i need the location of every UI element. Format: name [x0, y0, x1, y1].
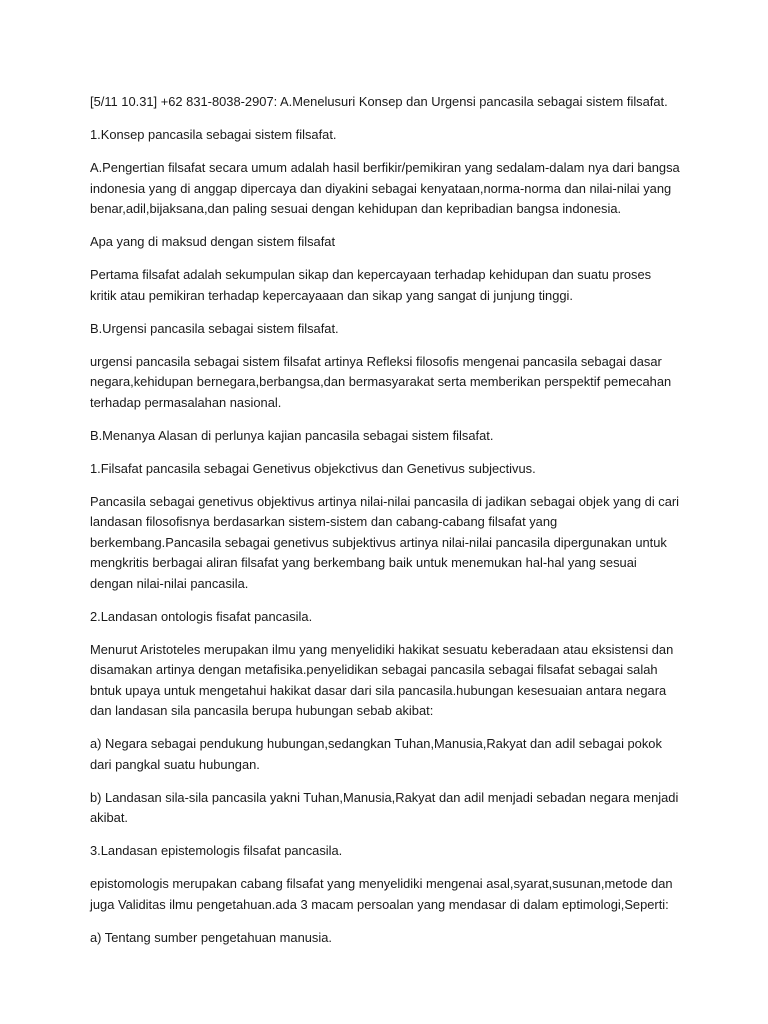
list-item-b-landasan: b) Landasan sila-sila pancasila yakni Tuhan,Manusia,Rakyat dan adil menjadi sebadan negara menjadi akibat.	[90, 789, 679, 825]
paragraph-pertama: Pertama filsafat adalah sekumpulan sikap dan kepercayaan terhadap kehidupan dan suatu proses kritik atau pemikiran terhadap kepercayaaan dan sikap yang sangat di junjung tinggi.	[90, 267, 652, 303]
question-line: Apa yang di maksud dengan sistem filsafat	[90, 234, 336, 249]
paragraph-urgensi: urgensi pancasila sebagai sistem filsafat artinya Refleksi filosofis mengenai pancasila sebagai dasar negara,kehidupan bernegara,berbangsa,dan bermasyarakat serta memberikan perspektif pemecahan terhadap permasalahan nasional.	[90, 353, 672, 410]
list-item-a-sumber: a) Tentang sumber pengetahuan manusia.	[90, 929, 332, 945]
paragraph-pengertian-filsafat: A.Pengertian filsafat secara umum adalah hasil berfikir/pemikiran yang sedalam-dalam nya dari bangsa indonesia yang di anggap dipercaya dan diyakini sebagai kenyataan,norma-norma dan nilai-nilai yang benar,adil,bijaksana,dan paling sesuai dengan kehidupan dan kepribadian bangsa indonesia.	[90, 160, 680, 216]
list-item-a-negara: a) Negara sebagai pendukung hubungan,sedangkan Tuhan,Manusia,Rakyat dan adil sebagai pokok dari pangkal suatu hubungan.	[90, 736, 662, 772]
section-heading-urgensi: B.Urgensi pancasila sebagai sistem filsafat.	[90, 320, 339, 336]
paragraph-epistomologis: epistomologis merupakan cabang filsafat yang menyelidiki mengenai asal,syarat,susunan,metode dan juga Validitas ilmu pengetahuan.ada 3 macam persoalan yang mendasar di dalam eptimologi,Seperti:	[90, 876, 673, 912]
section-heading-konsep: 1.Konsep pancasila sebagai sistem filsafat.	[90, 127, 337, 142]
chat-header-line: [5/11 10.31] +62 831-8038-2907: A.Menelusuri Konsep dan Urgensi pancasila sebagai sistem filsafat.	[90, 94, 668, 109]
paragraph-aristoteles: Menurut Aristoteles merupakan ilmu yang menyelidiki hakikat sesuatu keberadaan atau eksistensi dan disamakan artinya dengan metafisika.penyelidikan sebagai pancasila sebagai filsafat sebagai salah bntuk upaya untuk mengetahui hakikat dasar dari sila pancasila.hubungan kesesuaian antara negara dan landasan sila pancasila berupa hubungan sebab akibat:	[90, 641, 674, 718]
section-heading-epistemologis: 3.Landasan epistemologis filsafat pancasila.	[90, 843, 343, 858]
section-heading-menanya: B.Menanya Alasan di perlunya kajian pancasila sebagai sistem filsafat.	[90, 427, 494, 443]
paragraph-genetivus: Pancasila sebagai genetivus objektivus artinya nilai-nilai pancasila di jadikan sebagai objek yang di cari landasan filosofisnya berdasarkan sistem-sistem dan cabang-cabang filsafat yang berkembang.Pancasila sebagai genetivus subjektivus artinya nilai-nilai pancasila dipergunakan untuk mengkritis berbagai aliran filsafat yang berkembang baik untuk menemukan hal-hal yang sesuai dengan nilai-nilai pancasila.	[90, 493, 680, 591]
section-heading-ontologis: 2.Landasan ontologis fisafat pancasila.	[90, 608, 313, 624]
section-heading-genetivus: 1.Filsafat pancasila sebagai Genetivus objekctivus dan Genetivus subjectivus.	[90, 460, 536, 476]
